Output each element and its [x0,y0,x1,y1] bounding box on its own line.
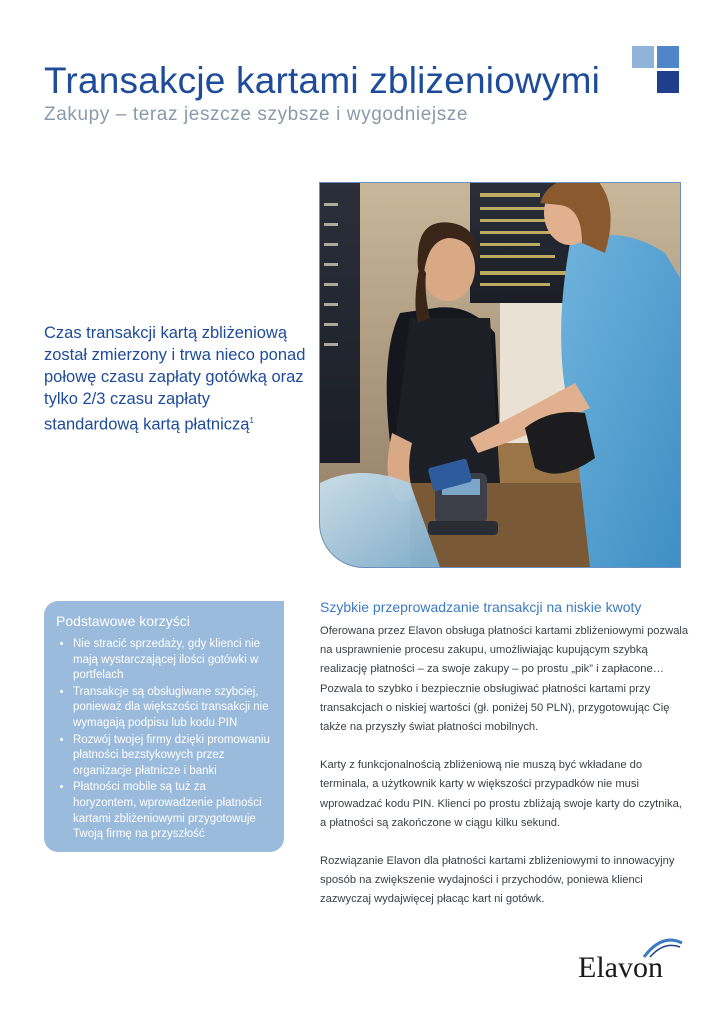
benefit-item: • Nie stracić sprzedaży, gdy klienci nie mają wystarczającej ilości gotówki w portfelach [73,637,272,684]
svg-text:Elavon: Elavon [578,951,663,983]
benefits-title: Podstawowe korzyści [56,613,190,629]
lead-text: Czas transakcji kartą zbliżeniową został zmierzony i trwa nieco ponad połowę czasu zapłaty gotówką oraz tylko 2/3 czasu zapłaty standardową kartą płatniczą [44,324,306,434]
page-title: Transakcje kartami zbliżeniowymi [44,60,601,101]
footnote-marker: 1 [249,416,254,425]
benefit-item: • Płatności mobile są tuż za horyzontem, wprowadzenie płatności kartami zbliżeniowymi przygotowuje Twoją firmę na przyszłość [73,780,272,842]
section-title: Szybkie przeprowadzanie transakcji na niskie kwoty [320,599,642,615]
benefit-item: • Transakcje są obsługiwane szybciej, ponieważ dla większości transakcji nie wymagają podpisu lub kodu PIN [73,685,272,732]
benefits-box [44,601,284,852]
body-paragraph: Rozwiązanie Elavon dla płatności kartami zbliżeniowymi to innowacyjny sposób na zwiększenie wydajności i przychodów, poniewa klienci zazwyczaj wydajwięcej płacąc kart ni gotówk. [320,855,675,906]
brand-square-light [632,46,654,68]
benefits-list [56,637,272,843]
body-text [320,622,690,929]
benefit-item: • Rozwój twojej firmy dzięki promowaniu płatności bezstykowych przez organizacje płatnicze i banki [73,733,272,780]
body-paragraph: Karty z funkcjonalnością zbliżeniową nie muszą być wkładane do terminala, a użytkownik karty w większości przypadków nie musi wprowadzać kodu PIN. Klienci po prostu zbliżają swoje karty do czytnika, a płatności są zakończone w ciągu kilku sekund. [320,759,682,829]
page-subtitle: Zakupy – teraz jeszcze szybsze i wygodniejsze [44,104,469,125]
lead-quote [44,322,306,436]
contactless-payment-photo [320,183,680,567]
brand-square-dark [657,71,679,93]
body-paragraph: Oferowana przez Elavon obsługa płatności kartami zbliżeniowymi pozwala na usprawnienie procesu zakupu, umożliwiając kupującym szybką realizację płatności – za swoje zakupy – po prostu „pik” i zapłacone… Pozwala to szybko i bezpiecznie obsługiwać płatności kartami przy transakcjach o niskiej wartości (gł. poniżej 50 PLN), przygotowując Cię także na przyszły świat płatności mobilnych. [320,625,689,734]
elavon-logo [576,933,686,983]
brand-square-mid [657,46,679,68]
